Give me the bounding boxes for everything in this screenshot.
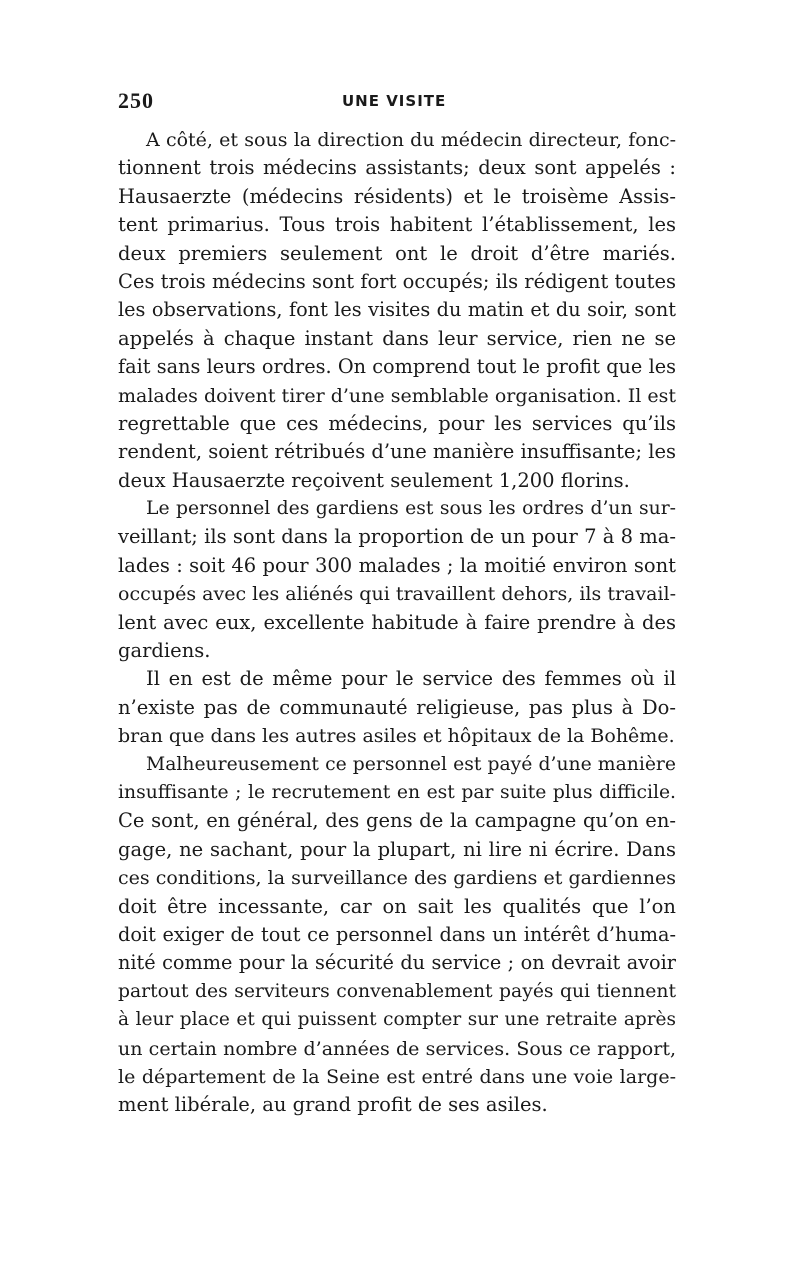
text-line: les observations, font les visites du matin et du soir, sont xyxy=(118,298,676,322)
text-line: regrettable que ces médecins, pour les services qu’ils xyxy=(118,411,676,435)
text-line: rendent, soient rétribués d’une manière insuffisante; les xyxy=(118,440,677,464)
text-line: ces conditions, la surveillance des gardiens et gardiennes xyxy=(118,867,676,890)
text-line: deux Hausaerzte reçoivent seulement 1,200 florins. xyxy=(118,468,630,492)
text-line: Ce sont, en général, des gens de la campagne qu’on en- xyxy=(118,809,676,833)
text-line: bran que dans les autres asiles et hôpitaux de la Bohême. xyxy=(118,725,675,748)
text-line: lades : soit 46 pour 300 malades ; la moitié environ sont xyxy=(118,553,676,577)
text-line: tent primarius. Tous trois habitent l’établissement, les xyxy=(118,213,676,237)
text-line: Malheureusement ce personnel est payé d’une manière xyxy=(146,753,676,775)
text-line: deux premiers seulement ont le droit d’être mariés. xyxy=(118,241,676,265)
text-line: partout des serviteurs convenablement payés qui tiennent xyxy=(118,980,676,1002)
text-line: ment libérale, au grand profit de ses asiles. xyxy=(118,1093,548,1117)
text-line: A côté, et sous la direction du médecin directeur, fonc- xyxy=(146,129,676,151)
text-line: doit être incessante, car on sait les qualités que l’on xyxy=(118,894,676,918)
text-line: veillant; ils sont dans la proportion de un pour 7 à 8 ma- xyxy=(118,525,676,549)
text-line: malades doivent tirer d’une semblable organisation. Il est xyxy=(118,384,676,407)
text-line: nité comme pour la sécurité du service ; on devrait avoir xyxy=(118,951,676,975)
running-title: UNE VISITE xyxy=(342,92,447,110)
text-line: occupés avec les aliénés qui travaillent dehors, ils travail- xyxy=(118,583,676,606)
text-line: Hausaerzte (médecins résidents) et le troisème Assis- xyxy=(118,184,676,208)
text-line: n’existe pas de communauté religieuse, pas plus à Do- xyxy=(118,695,676,719)
text-line: Ces trois médecins sont fort occupés; ils rédigent toutes xyxy=(118,269,676,293)
text-line: gage, ne sachant, pour la plupart, ni lire ni écrire. Dans xyxy=(118,837,676,861)
text-line: le département de la Seine est entré dans une voie large- xyxy=(118,1065,676,1088)
text-line: Il en est de même pour le service des femmes où il xyxy=(146,667,676,691)
text-line: Le personnel des gardiens est sous les ordres d’un sur- xyxy=(146,498,676,520)
text-line: insuffisante ; le recrutement en est par suite plus difficile. xyxy=(118,781,676,803)
text-line: un certain nombre d’années de services. Sous ce rapport, xyxy=(118,1037,676,1060)
text-line: fait sans leurs ordres. On comprend tout le profit que les xyxy=(118,355,676,379)
text-line: lent avec eux, excellente habitude à faire prendre à des xyxy=(118,610,676,634)
body-text xyxy=(118,126,676,1120)
text-line: gardiens. xyxy=(118,639,211,663)
page-number: 250 xyxy=(118,88,154,113)
text-line: à leur place et qui puissent compter sur une retraite après xyxy=(118,1009,676,1031)
text-line: doit exiger de tout ce personnel dans un intérêt d’huma- xyxy=(118,922,676,946)
text-line: appelés à chaque instant dans leur service, rien ne se xyxy=(118,326,676,350)
text-line: tionnent trois médecins assistants; deux sont appelés : xyxy=(118,156,676,180)
page-header xyxy=(118,88,676,116)
